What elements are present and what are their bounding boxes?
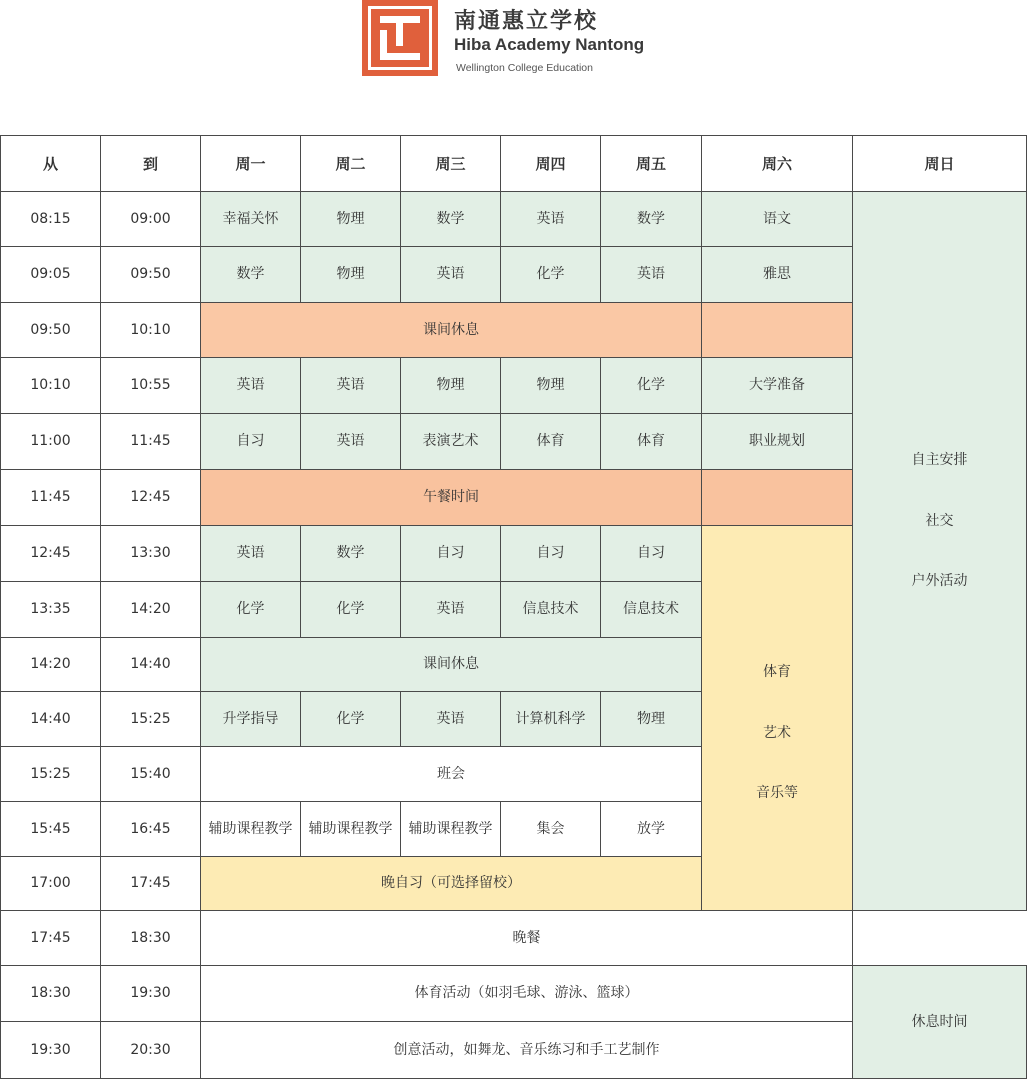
class-cell: 化学: [300, 581, 401, 638]
row-start-time: 14:20: [0, 637, 101, 692]
class-cell: 物理: [300, 246, 401, 303]
class-cell: 辅助课程教学: [300, 801, 401, 857]
row-end-time: 17:45: [100, 856, 201, 911]
row-end-time: 14:20: [100, 581, 201, 638]
class-cell: 英语: [400, 691, 501, 747]
sunday-evening-block: 休息时间: [852, 965, 1027, 1079]
header-day: 周三: [400, 135, 501, 192]
class-cell: 物理: [400, 357, 501, 414]
class-cell: 英语: [400, 581, 501, 638]
header-day: 周日: [852, 135, 1027, 192]
class-cell: 表演艺术: [400, 413, 501, 470]
class-cell: 英语: [200, 357, 301, 414]
header-day: 周五: [600, 135, 702, 192]
class-cell: 英语: [300, 413, 401, 470]
row-end-time: 19:30: [100, 965, 201, 1022]
school-name-cn: 南通惠立学校: [454, 9, 599, 34]
row-start-time: 09:05: [0, 246, 101, 303]
class-cell: 辅助课程教学: [400, 801, 501, 857]
class-cell: 信息技术: [600, 581, 702, 638]
saturday-activity: 体育: [763, 663, 791, 680]
saturday-class-cell: 语文: [701, 191, 853, 247]
break-cell: 午餐时间: [200, 469, 702, 526]
saturday-class-cell: 雅思: [701, 246, 853, 303]
row-end-time: 13:30: [100, 525, 201, 582]
row-end-time: 10:10: [100, 302, 201, 358]
class-cell: 自习: [600, 525, 702, 582]
class-cell: 升学指导: [200, 691, 301, 747]
sunday-activity: 户外活动: [911, 573, 968, 590]
class-cell: 化学: [300, 691, 401, 747]
class-cell: 数学: [400, 191, 501, 247]
class-cell: 英语: [500, 191, 601, 247]
row-start-time: 10:10: [0, 357, 101, 414]
evening-activity: 创意活动，如舞龙、音乐练习和手工艺制作: [200, 1021, 853, 1079]
row-start-time: 19:30: [0, 1021, 101, 1079]
header-to: 到: [100, 135, 201, 192]
header-from: 从: [0, 135, 101, 192]
class-cell: 化学: [500, 246, 601, 303]
row-start-time: 11:45: [0, 469, 101, 526]
class-cell: 自习: [200, 413, 301, 470]
class-cell: 数学: [600, 191, 702, 247]
saturday-afternoon-block: [701, 525, 853, 911]
saturday-class-cell: 职业规划: [701, 413, 853, 470]
row-start-time: 17:00: [0, 856, 101, 911]
class-cell: 英语: [400, 246, 501, 303]
class-cell: 物理: [600, 691, 702, 747]
sunday-activity: 自主安排: [911, 451, 968, 468]
class-cell: 物理: [500, 357, 601, 414]
row-start-time: 11:00: [0, 413, 101, 470]
class-cell: 英语: [600, 246, 702, 303]
header-day: 周六: [701, 135, 853, 192]
row-start-time: 13:35: [0, 581, 101, 638]
row-start-time: 09:50: [0, 302, 101, 358]
row-start-time: 17:45: [0, 910, 101, 966]
school-logo: [362, 0, 682, 80]
saturday-activity: 艺术: [763, 724, 791, 741]
class-cell: 数学: [200, 246, 301, 303]
row-end-time: 15:25: [100, 691, 201, 747]
row-start-time: 14:40: [0, 691, 101, 747]
header-day: 周二: [300, 135, 401, 192]
class-cell: 化学: [200, 581, 301, 638]
class-cell: 信息技术: [500, 581, 601, 638]
saturday-break-cell: [701, 302, 853, 358]
class-cell: 体育: [500, 413, 601, 470]
row-end-time: 09:50: [100, 246, 201, 303]
class-cell: 幸福关怀: [200, 191, 301, 247]
evening-activity: 晚餐: [200, 910, 853, 966]
class-cell: 放学: [600, 801, 702, 857]
row-end-time: 11:45: [100, 413, 201, 470]
row-end-time: 18:30: [100, 910, 201, 966]
class-cell: 英语: [200, 525, 301, 582]
row-start-time: 15:45: [0, 801, 101, 857]
row-start-time: 15:25: [0, 746, 101, 802]
row-start-time: 08:15: [0, 191, 101, 247]
row-end-time: 12:45: [100, 469, 201, 526]
row-end-time: 15:40: [100, 746, 201, 802]
row-start-time: 18:30: [0, 965, 101, 1022]
saturday-activity: 音乐等: [756, 785, 798, 802]
class-cell: 计算机科学: [500, 691, 601, 747]
class-cell: 辅助课程教学: [200, 801, 301, 857]
school-name-en: Hiba Academy Nantong: [454, 35, 645, 54]
header-day: 周一: [200, 135, 301, 192]
spanning-cell: 课间休息: [200, 637, 702, 692]
row-end-time: 16:45: [100, 801, 201, 857]
class-cell: 物理: [300, 191, 401, 247]
logo-emblem-icon: [362, 0, 438, 76]
class-cell: 体育: [600, 413, 702, 470]
saturday-class-cell: 大学准备: [701, 357, 853, 414]
evening-activity: 体育活动（如羽毛球、游泳、篮球）: [200, 965, 853, 1022]
class-cell: 英语: [300, 357, 401, 414]
class-cell: 化学: [600, 357, 702, 414]
sunday-activity: 社交: [925, 512, 954, 529]
row-end-time: 10:55: [100, 357, 201, 414]
saturday-break-cell: [701, 469, 853, 526]
header-day: 周四: [500, 135, 601, 192]
break-cell: 课间休息: [200, 302, 702, 358]
spanning-cell: 班会: [200, 746, 702, 802]
school-subtitle: Wellington College Education: [456, 62, 593, 74]
class-cell: 数学: [300, 525, 401, 582]
row-end-time: 14:40: [100, 637, 201, 692]
class-cell: 集会: [500, 801, 601, 857]
spanning-cell: 晚自习（可选择留校）: [200, 856, 702, 911]
sunday-day-block: [852, 191, 1027, 911]
class-cell: 自习: [400, 525, 501, 582]
row-end-time: 09:00: [100, 191, 201, 247]
class-cell: 自习: [500, 525, 601, 582]
row-end-time: 20:30: [100, 1021, 201, 1079]
row-start-time: 12:45: [0, 525, 101, 582]
